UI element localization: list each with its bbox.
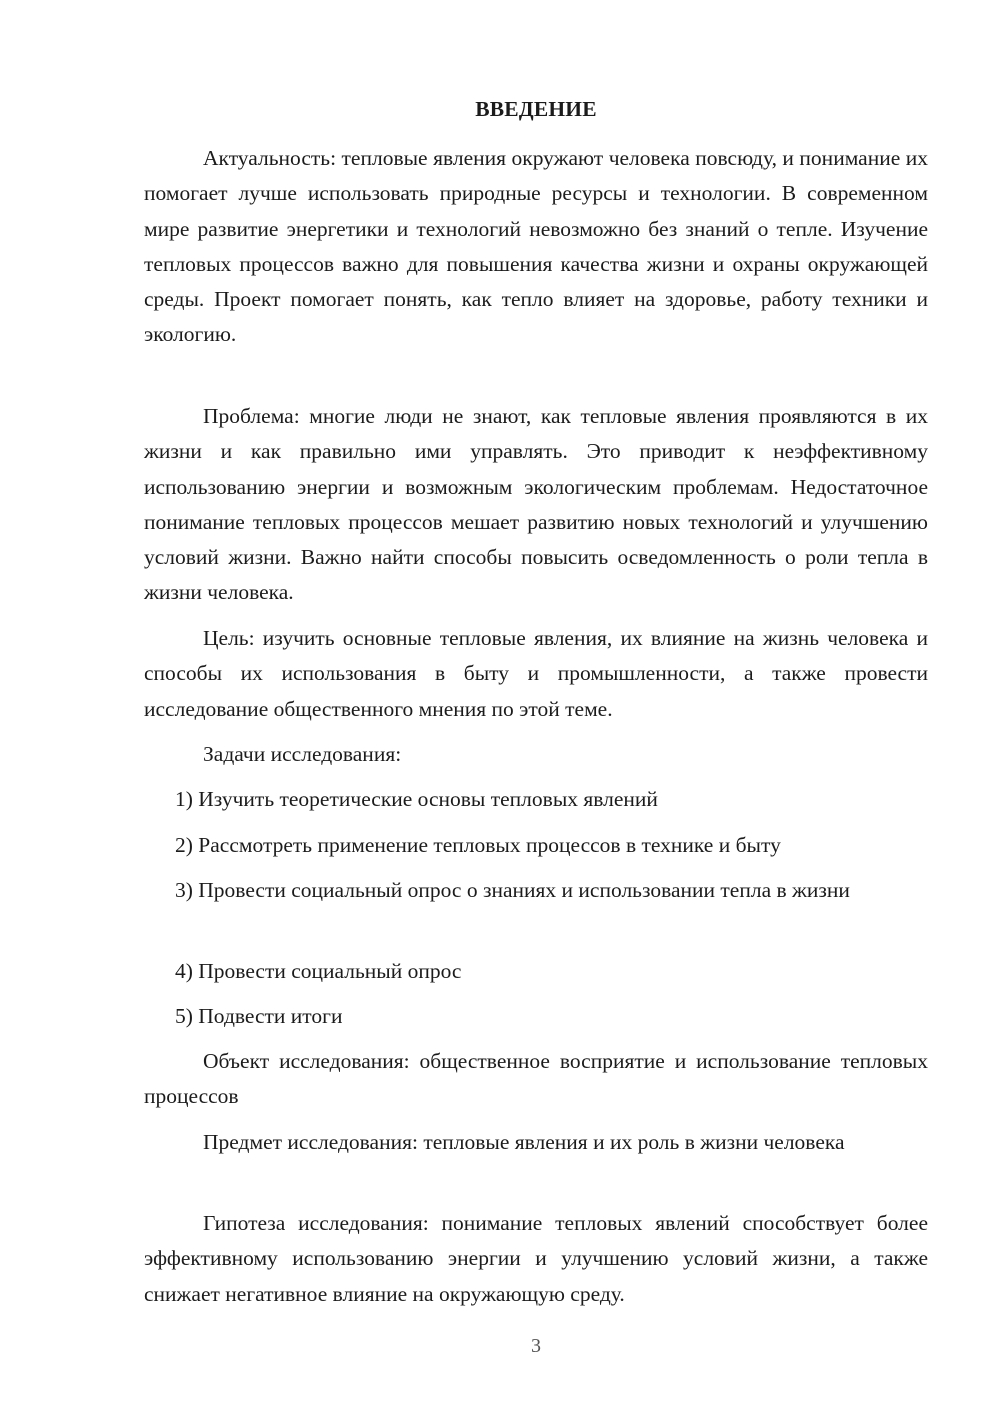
paragraph-goal: Цель: изучить основные тепловые явления, их влияние на жизнь человека и способы их использования в быту и промышленности, а также провести исследование общественного мнения по этой теме. xyxy=(144,626,928,721)
tasks-heading: Задачи исследования: xyxy=(203,742,402,766)
list-item: 2) Рассмотреть применение тепловых процессов в технике и быту xyxy=(175,833,781,857)
page-number: 3 xyxy=(531,1335,541,1357)
paragraph-relevance: Актуальность: тепловые явления окружают человека повсюду, и понимание их помогает лучше использовать природные ресурсы и технологии. В современном мире развитие энергетики и технологий невозможно без знаний о тепле. Изучение тепловых процессов важно для повышения качества жизни и охраны окружающей среды. Проект помогает понять, как тепло влияет на здоровье, работу техники и экологию. xyxy=(144,146,928,347)
list-item: 1) Изучить теоретические основы тепловых явлений xyxy=(175,787,658,811)
list-item: 3) Провести социальный опрос о знаниях и использовании тепла в жизни xyxy=(175,878,850,902)
paragraph-hypothesis: Гипотеза исследования: понимание тепловых явлений способствует более эффективному использованию энергии и улучшению условий жизни, а также снижает негативное влияние на окружающую среду. xyxy=(144,1211,928,1306)
paragraph-object: Объект исследования: общественное восприятие и использование тепловых процессов xyxy=(144,1049,928,1109)
page-title: ВВЕДЕНИЕ xyxy=(475,97,597,121)
paragraph-subject: Предмет исследования: тепловые явления и их роль в жизни человека xyxy=(203,1130,845,1154)
paragraph-problem: Проблема: многие люди не знают, как тепловые явления проявляются в их жизни и как правильно ими управлять. Это приводит к неэффективному использованию энергии и возможным экологическим проблемам. Недостаточное понимание тепловых процессов мешает развитию новых технологий и улучшению условий жизни. Важно найти способы повысить осведомленность о роли тепла в жизни человека. xyxy=(144,404,928,605)
list-item: 5) Подвести итоги xyxy=(175,1004,343,1028)
list-item: 4) Провести социальный опрос xyxy=(175,959,462,983)
